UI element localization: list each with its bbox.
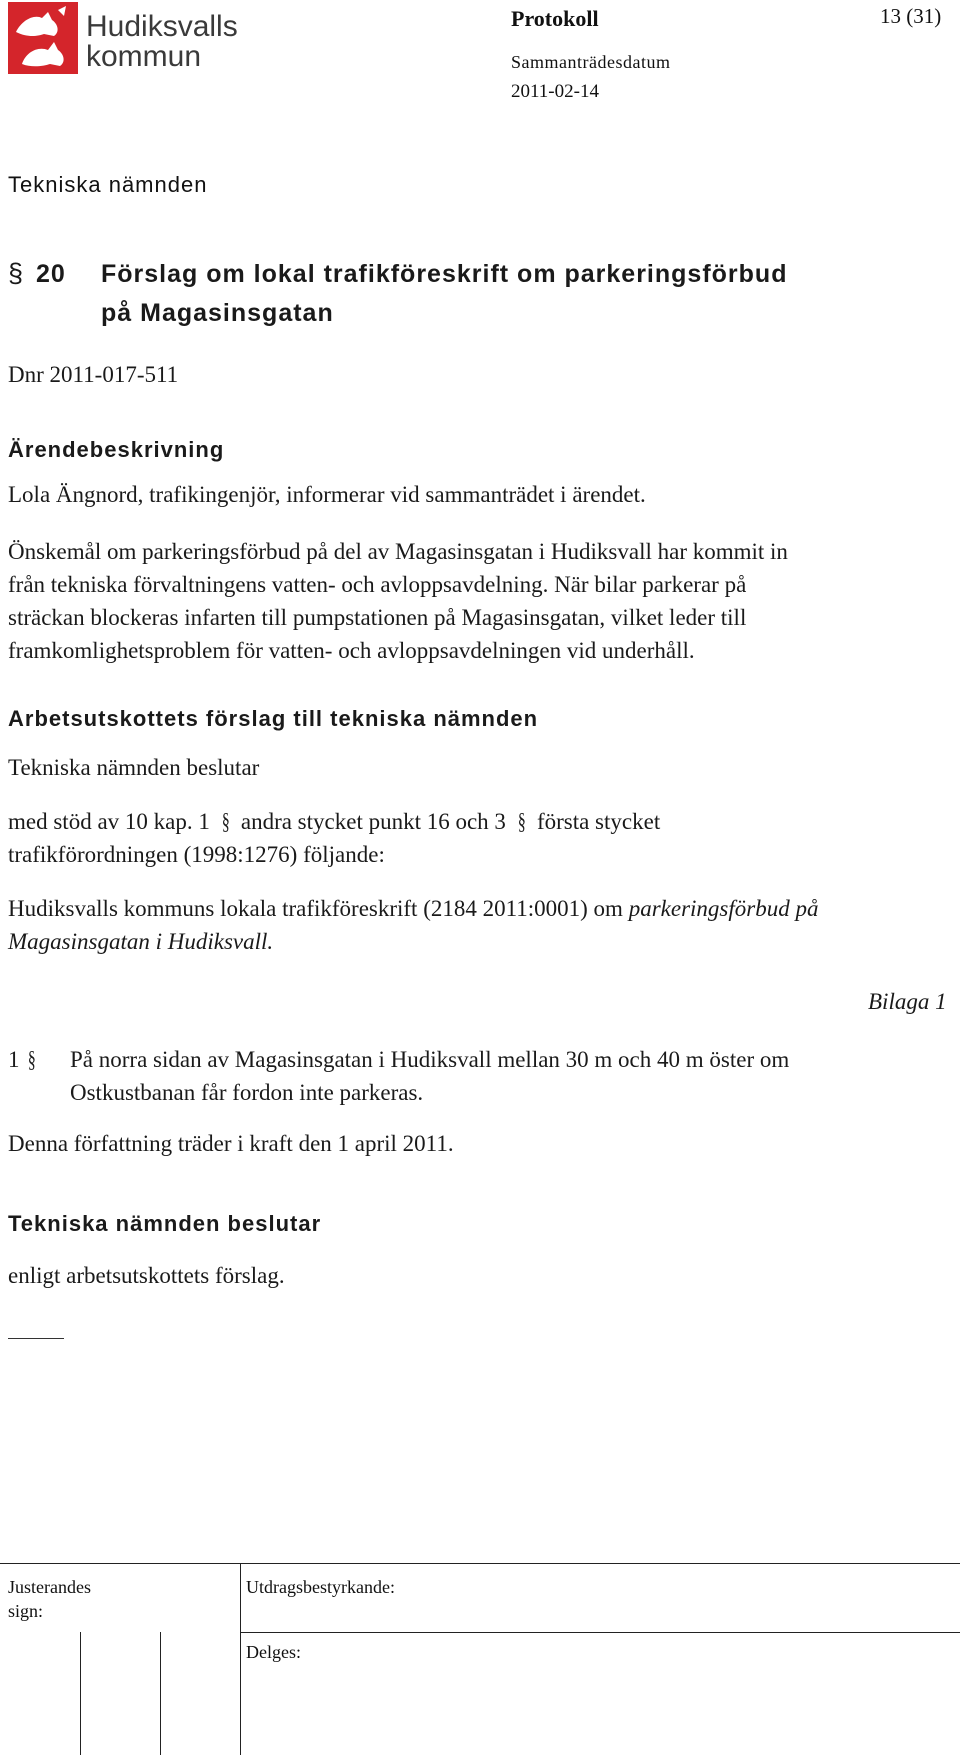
au-foreskrift bbox=[8, 892, 948, 958]
meeting-date: 2011-02-14 bbox=[511, 81, 599, 102]
au-heading: Arbetsutskottets förslag till tekniska nämnden bbox=[8, 706, 539, 731]
dnr: Dnr 2011-017-511 bbox=[8, 362, 179, 387]
beslut-heading: Tekniska nämnden beslutar bbox=[8, 1211, 322, 1236]
para-1-line: På norra sidan av Magasinsgatan i Hudiksvall mellan 30 m och 40 m öster om bbox=[70, 1047, 790, 1072]
footer-top-rule bbox=[0, 1563, 960, 1564]
au-stod-c: första stycket bbox=[536, 809, 661, 834]
page-number: 13 (31) bbox=[880, 4, 942, 28]
footer-sign: sign: bbox=[8, 1601, 44, 1621]
au-foreskrift-title-cont: Magasinsgatan i Hudiksvall. bbox=[8, 929, 274, 954]
beslut-text: enligt arbetsutskottets förslag. bbox=[8, 1263, 285, 1288]
au-stod-a: med stöd av 10 kap. 1 bbox=[8, 809, 210, 834]
footer-sign-box-rule bbox=[80, 1632, 81, 1755]
arende-p2 bbox=[8, 535, 948, 667]
paragraph-sign-icon: § bbox=[27, 1047, 36, 1072]
logo bbox=[8, 0, 248, 76]
bilaga-label: Bilaga 1 bbox=[868, 989, 947, 1014]
arende-p1: Lola Ängnord, trafikingenjör, informerar vid sammanträdet i ärendet. bbox=[8, 482, 646, 507]
para-1-text bbox=[70, 1043, 950, 1109]
para-1-line: Ostkustbanan får fordon inte parkeras. bbox=[70, 1080, 424, 1105]
au-stod-line2: trafikförordningen (1998:1276) följande: bbox=[8, 842, 385, 867]
committee-name: Tekniska nämnden bbox=[8, 172, 208, 197]
section-symbol: § bbox=[8, 258, 25, 288]
logo-text-line2: kommun bbox=[86, 40, 202, 73]
footer-delges: Delges: bbox=[246, 1642, 301, 1662]
paragraph-sign-icon: § bbox=[221, 809, 230, 834]
date-label: Sammanträdesdatum bbox=[511, 52, 671, 72]
arende-p2-line: från tekniska förvaltningens vatten- och avloppsavdelning. När bilar parkerar på bbox=[8, 572, 747, 597]
ikraft-text: Denna författning träder i kraft den 1 april 2011. bbox=[8, 1131, 454, 1156]
arende-p2-line: framkomlighetsproblem för vatten- och avloppsavdelningen vid underhåll. bbox=[8, 638, 695, 663]
section-number: 20 bbox=[36, 260, 66, 288]
au-foreskrift-title: parkeringsförbud på bbox=[628, 896, 819, 921]
para-1-number: 1 bbox=[8, 1047, 20, 1072]
au-beslutar: Tekniska nämnden beslutar bbox=[8, 755, 260, 780]
section-title-line1: Förslag om lokal trafikföreskrift om parkeringsförbud bbox=[101, 260, 788, 288]
logo-text-line1: Hudiksvalls bbox=[86, 10, 238, 43]
doc-type: Protokoll bbox=[511, 6, 599, 31]
footer-sign-box-rule bbox=[160, 1632, 161, 1755]
footer-mid-rule bbox=[240, 1632, 960, 1633]
arende-p2-line: Önskemål om parkeringsförbud på del av Magasinsgatan i Hudiksvall har kommit in bbox=[8, 539, 788, 564]
paragraph-sign-icon: § bbox=[517, 809, 526, 834]
section-title-line2: på Magasinsgatan bbox=[101, 299, 334, 327]
footer-utdrag: Utdragsbestyrkande: bbox=[246, 1577, 395, 1597]
end-divider bbox=[8, 1338, 64, 1339]
arende-p2-line: sträckan blockeras infarten till pumpstationen på Magasinsgatan, vilket leder till bbox=[8, 605, 747, 630]
footer-justerandes: Justerandes bbox=[8, 1577, 91, 1597]
au-stod-b: andra stycket punkt 16 och 3 bbox=[240, 809, 506, 834]
arende-heading: Ärendebeskrivning bbox=[8, 437, 225, 462]
au-stod-line1 bbox=[8, 805, 660, 838]
au-foreskrift-text: Hudiksvalls kommuns lokala trafikföreskrift (2184 2011:0001) om bbox=[8, 896, 623, 921]
footer-col-rule bbox=[240, 1563, 241, 1755]
logo-emblem bbox=[8, 2, 78, 74]
